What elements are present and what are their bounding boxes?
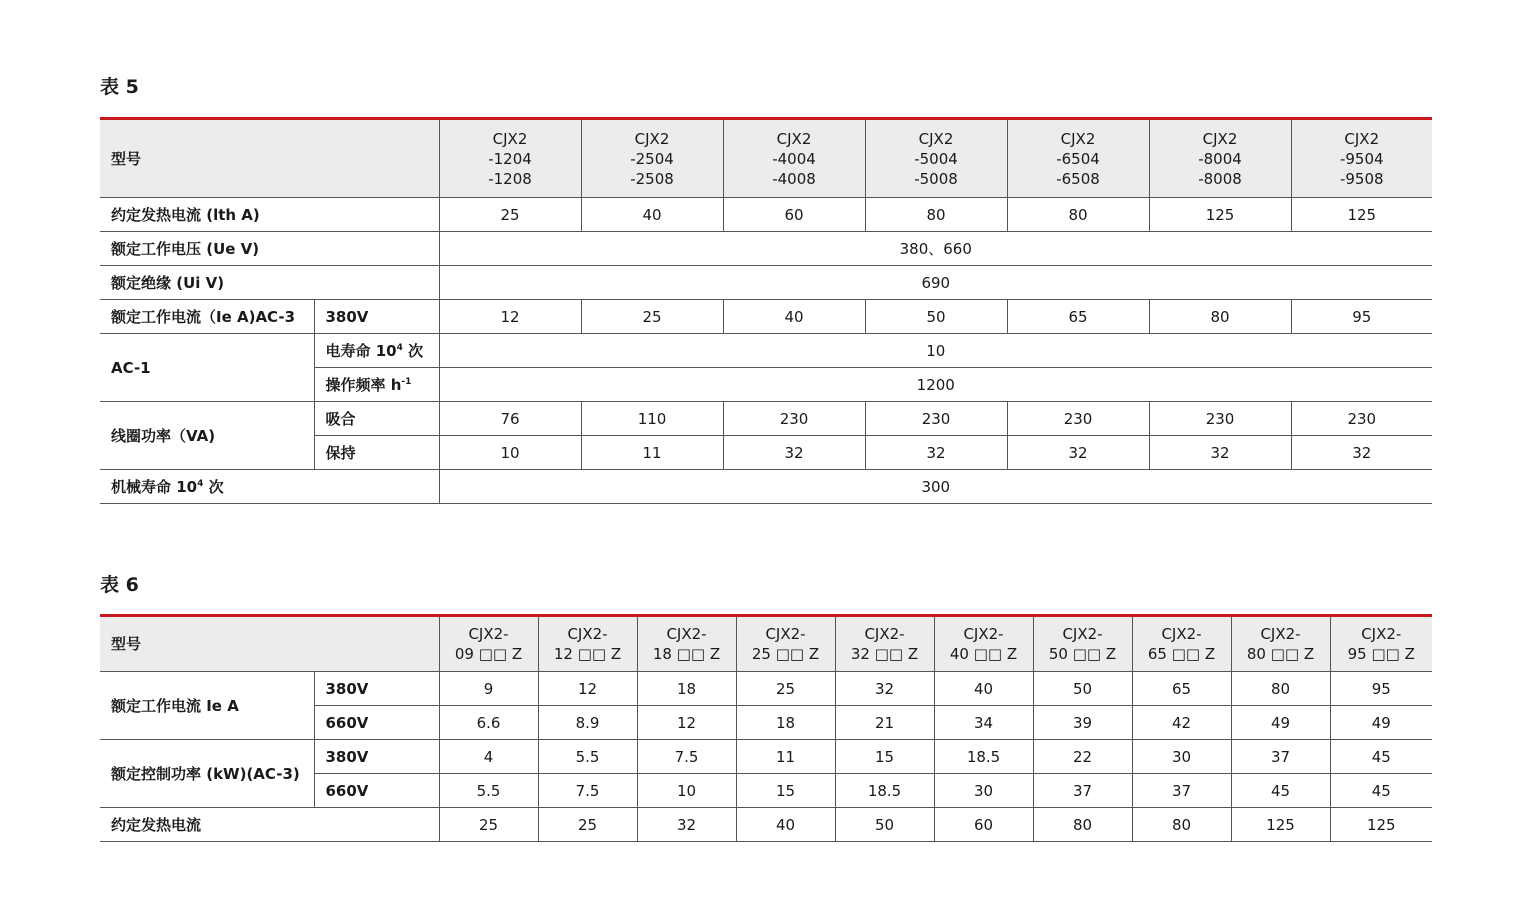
row-label: AC-1	[100, 334, 314, 402]
model-header-cell: CJX2- 65 □□ Z	[1132, 616, 1231, 672]
table-cell: 9	[439, 672, 538, 706]
table-cell: 18	[637, 672, 736, 706]
row-label: 额定控制功率 (kW)(AC-3)	[100, 740, 314, 808]
table-cell: 5.5	[439, 774, 538, 808]
model-header-label: 型号	[100, 616, 439, 672]
row-label: 线圈功率（VA)	[100, 402, 314, 470]
table6-title: 表 6	[100, 574, 139, 596]
table-cell: 32	[723, 436, 865, 470]
table-cell: 12	[439, 300, 581, 334]
row-label: 额定工作电流 Ie A	[100, 672, 314, 740]
table-cell: 32	[1007, 436, 1149, 470]
table-row	[100, 232, 1432, 266]
table-cell: 12	[637, 706, 736, 740]
table-cell: 230	[723, 402, 865, 436]
model-header-cell: CJX2 -6504 -6508	[1007, 119, 1149, 198]
table-cell: 80	[1007, 198, 1149, 232]
table-cell: 11	[736, 740, 835, 774]
table-cell: 25	[439, 808, 538, 842]
table-cell: 10	[637, 774, 736, 808]
model-header-cell: CJX2 -2504 -2508	[581, 119, 723, 198]
row-sublabel: 380V	[314, 740, 439, 774]
table-cell: 80	[1231, 672, 1330, 706]
table-cell: 4	[439, 740, 538, 774]
table-cell: 110	[581, 402, 723, 436]
model-header-cell: CJX2- 95 □□ Z	[1330, 616, 1432, 672]
table-cell: 18.5	[934, 740, 1033, 774]
table-cell: 230	[1007, 402, 1149, 436]
model-header-cell: CJX2- 09 □□ Z	[439, 616, 538, 672]
table6-header-row	[100, 616, 1432, 672]
row-sublabel: 380V	[314, 300, 439, 334]
table-cell: 690	[439, 266, 1432, 300]
table-cell: 49	[1330, 706, 1432, 740]
table-cell: 40	[736, 808, 835, 842]
row-label: 额定工作电流（Ie A)AC-3	[100, 300, 314, 334]
table-cell: 30	[1132, 740, 1231, 774]
table-row	[100, 300, 1432, 334]
table-cell: 125	[1149, 198, 1291, 232]
table-cell: 95	[1330, 672, 1432, 706]
table-cell: 25	[581, 300, 723, 334]
row-sublabel: 吸合	[314, 402, 439, 436]
model-header-cell: CJX2 -9504 -9508	[1291, 119, 1432, 198]
table-cell: 125	[1291, 198, 1432, 232]
table6	[100, 614, 1432, 842]
row-label: 额定工作电压 (Ue V)	[100, 232, 439, 266]
table-row	[100, 402, 1432, 436]
model-header-cell: CJX2- 80 □□ Z	[1231, 616, 1330, 672]
table-cell: 45	[1330, 740, 1432, 774]
table-cell: 45	[1330, 774, 1432, 808]
table-cell: 8.9	[538, 706, 637, 740]
table-cell: 95	[1291, 300, 1432, 334]
table5	[100, 117, 1432, 504]
model-header-cell: CJX2- 40 □□ Z	[934, 616, 1033, 672]
model-header-cell: CJX2 -5004 -5008	[865, 119, 1007, 198]
table-cell: 125	[1231, 808, 1330, 842]
table-cell: 37	[1033, 774, 1132, 808]
table-cell: 15	[835, 740, 934, 774]
table-cell: 7.5	[538, 774, 637, 808]
table-cell: 32	[835, 672, 934, 706]
table-cell: 80	[1033, 808, 1132, 842]
table-cell: 65	[1007, 300, 1149, 334]
model-header-cell: CJX2 -8004 -8008	[1149, 119, 1291, 198]
table-cell: 39	[1033, 706, 1132, 740]
table-cell: 7.5	[637, 740, 736, 774]
table-cell: 50	[1033, 672, 1132, 706]
table-cell: 230	[1291, 402, 1432, 436]
table-cell: 22	[1033, 740, 1132, 774]
table-cell: 25	[538, 808, 637, 842]
model-header-label: 型号	[100, 119, 439, 198]
table-cell: 50	[835, 808, 934, 842]
table-cell: 50	[865, 300, 1007, 334]
table-row	[100, 808, 1432, 842]
row-sublabel: 380V	[314, 672, 439, 706]
table-cell: 37	[1231, 740, 1330, 774]
table-cell: 49	[1231, 706, 1330, 740]
row-sublabel: 保持	[314, 436, 439, 470]
table-cell: 80	[865, 198, 1007, 232]
row-label: 约定发热电流	[100, 808, 439, 842]
model-header-cell: CJX2 -4004 -4008	[723, 119, 865, 198]
table-row	[100, 198, 1432, 232]
table-cell: 60	[934, 808, 1033, 842]
model-header-cell: CJX2 -1204 -1208	[439, 119, 581, 198]
table-cell: 10	[439, 436, 581, 470]
table-cell: 65	[1132, 672, 1231, 706]
table-cell: 60	[723, 198, 865, 232]
model-header-cell: CJX2- 12 □□ Z	[538, 616, 637, 672]
table-row	[100, 672, 1432, 706]
table5-title: 表 5	[100, 76, 139, 98]
table-cell: 15	[736, 774, 835, 808]
table-cell: 40	[723, 300, 865, 334]
row-sublabel: 电寿命 $10^4$ 次	[314, 334, 439, 368]
model-header-cell: CJX2- 18 □□ Z	[637, 616, 736, 672]
table-cell: 6.6	[439, 706, 538, 740]
model-header-cell: CJX2- 25 □□ Z	[736, 616, 835, 672]
table-cell: 80	[1149, 300, 1291, 334]
row-label: 机械寿命 $10^4$ 次	[100, 470, 439, 504]
table-cell: 230	[865, 402, 1007, 436]
table-cell: 34	[934, 706, 1033, 740]
table-cell: 230	[1149, 402, 1291, 436]
table-row	[100, 266, 1432, 300]
table-cell: 1200	[439, 368, 1432, 402]
table-cell: 42	[1132, 706, 1231, 740]
row-sublabel: 操作频率 $h^{-1}$	[314, 368, 439, 402]
table-cell: 300	[439, 470, 1432, 504]
table-cell: 32	[637, 808, 736, 842]
row-label: 约定发热电流 (lth A)	[100, 198, 439, 232]
table-cell: 80	[1132, 808, 1231, 842]
table-cell: 5.5	[538, 740, 637, 774]
table-row	[100, 740, 1432, 774]
table-cell: 32	[1291, 436, 1432, 470]
model-header-cell: CJX2- 32 □□ Z	[835, 616, 934, 672]
table-cell: 12	[538, 672, 637, 706]
table-cell: 18.5	[835, 774, 934, 808]
table-cell: 10	[439, 334, 1432, 368]
model-header-cell: CJX2- 50 □□ Z	[1033, 616, 1132, 672]
table-cell: 40	[581, 198, 723, 232]
table-row	[100, 334, 1432, 368]
table-cell: 32	[1149, 436, 1291, 470]
table5-header-row	[100, 119, 1432, 198]
row-sublabel: 660V	[314, 774, 439, 808]
table-cell: 32	[865, 436, 1007, 470]
table-cell: 45	[1231, 774, 1330, 808]
table-cell: 21	[835, 706, 934, 740]
table-cell: 40	[934, 672, 1033, 706]
table-cell: 25	[736, 672, 835, 706]
table-cell: 125	[1330, 808, 1432, 842]
row-label: 额定绝缘 (Ui V)	[100, 266, 439, 300]
table-cell: 25	[439, 198, 581, 232]
table-cell: 76	[439, 402, 581, 436]
table-cell: 380、660	[439, 232, 1432, 266]
table-row	[100, 470, 1432, 504]
table-cell: 11	[581, 436, 723, 470]
table-cell: 18	[736, 706, 835, 740]
table-cell: 30	[934, 774, 1033, 808]
row-sublabel: 660V	[314, 706, 439, 740]
table-cell: 37	[1132, 774, 1231, 808]
